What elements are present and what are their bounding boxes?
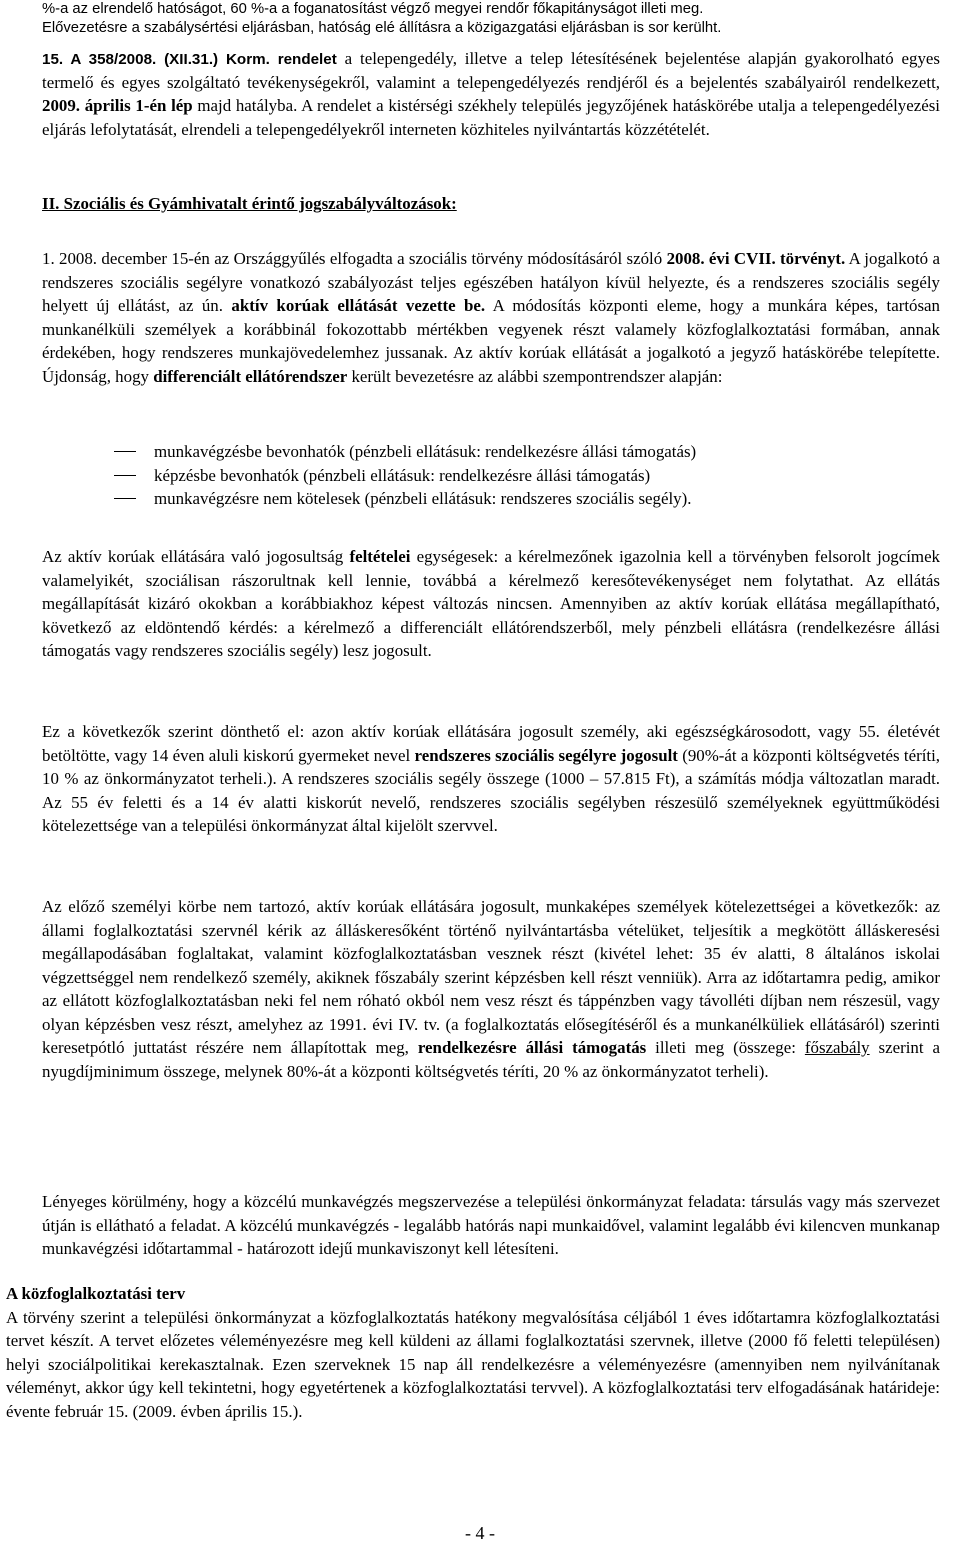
section-2-paragraph-3 [42, 720, 940, 838]
p4-text-c: illeti meg (összege: [646, 1038, 805, 1057]
intro-block [42, 0, 940, 38]
social-aid-entitled: rendszeres szociális segélyre jogosult [414, 745, 678, 765]
item-15-text-2: majd hatályba. A rendelet a kistérségi székhely település jegyzőjének hatáskörébe utalja a telepengedélyezési eljárás lefolytatását, elrendeli a telepengedélyekről interneten közhiteles nyilvántartás közzétételét. [42, 96, 940, 139]
section-2-paragraph-1 [42, 247, 940, 388]
item-15-paragraph [42, 47, 940, 141]
law-reference: 2008. évi CVII. törvényt. [666, 249, 846, 268]
p4-text-a: Az előző személyi körbe nem tartozó, aktív korúak ellátására jogosult, munkaképes személyek kötelezettségei a következők: az állami foglalkoztatási szervnél kérik az álláskeresőként történő nyilvántartásba vételüket, teljesítik a megkötött álláskeresési megállapodásában foglaltakat, valamint közfoglalkoztatásban vesznek részt (kivétel lehet: 35 év alatti, 8 általános iskolai végzettséggel nem rendelkező személy, akiknek főszabály szerint képzésben kell részt venniük). Arra az időtartamra pedig, amikor az ellátott közfoglalkoztatásban neki fel nem róható okból nem vesz részt és táppénzben vagy távolléti díjban nem részesül, vagy olyan képzésben vesz részt, amelyhez az 1991. évi IV. tv. (a foglalkoztatás elősegítéséről és a munkanélküliek ellátásáról) szerinti keresetpótló juttatást részére nem állapítottak meg, [42, 897, 940, 1057]
active-age-benefit: aktív korúak ellátását vezette be. [231, 296, 486, 315]
item-15-text: a telepengedély, illetve a telep létesítésének bejelentése alapján gyakorolható egyes termelő és egyes szolgáltató tevékenységekről, valamint a telepengedélyezés rendjéről és a bejelentés szabályairól rendelkezett, [42, 49, 940, 92]
p4-text-e: szerint a nyugdíjminimum összege, melynek 80%-át a központi költségvetés téríti, 20 % az önkormányzatot terheli). [42, 1038, 940, 1081]
p1-text-c: A jogalkotó a rendszeres szociális segélyre vonatkozó szabályozást teljes egészében hatályon kívül helyezte, és a rendszeres szociális segély helyett új ellátást, az ún. [42, 249, 940, 315]
p2-text-c: egységesek: a kérelmezőnek igazolnia kell a törvényben felsorolt jogcímek valamelyikét, szociálisan rászorultnak kell lennie, továbbá a kérelmező keresőtevékenységet nem folytathat. Az ellátás megállapítását kizáró okokban a korábbiakhoz képest változás nincsen. Amennyiben az aktív korúak ellátása megállapítható, következő az eldöntendő kérdés: a kérelmező a differenciált ellátórendszerből, mely pénzbeli ellátásra (rendelkezésre állási támogatás vagy rendszeres szociális segély) lesz jogosult. [42, 547, 941, 660]
item-15-date: 2009. április 1-én lép [42, 96, 193, 115]
p3-text-a: Ez a következők szerint dönthető el: azon aktív korúak ellátására jogosult személy, aki egészségkárosodott, vagy 55. életévét betöltötte, vagy 14 éven aluli kiskorú gyermeket nevel [42, 722, 940, 765]
page-number: - 4 - [465, 1523, 495, 1543]
plan-heading: A közfoglalkoztatási terv [6, 1284, 186, 1303]
main-rule: főszabály [804, 1038, 870, 1057]
p3-text-c: (90%-át a központi költségvetés téríti, 10 % az önkormányzatot terheli.). A rendszeres szociális segély összege (1000 – 57.815 Ft), a számítás módja változatlan maradt. Az 55 év feletti és a 14 év alatti kiskorút nevelő, rendszeres szociális segélyben részesülő személyeknek együttműködési kötelezettsége van a települési önkormányzat által kijelölt szervvel. [42, 745, 941, 835]
section-2-paragraph-2 [42, 545, 940, 663]
intro-line-2: Elővezetésre a szabálysértési eljárásban, hatóság elé állításra a közigazgatási eljárásban is sor kerülht. [42, 20, 722, 36]
public-employment-plan [6, 1282, 940, 1423]
list-item: munkavégzésre nem kötelesek (pénzbeli ellátásuk: rendszeres szociális segély). [42, 487, 940, 511]
p1-text-g: került bevezetésre az alábbi szempontrendszer alapján: [347, 366, 723, 386]
section-2-heading-block [42, 192, 940, 216]
list-item: képzésbe bevonhatók (pénzbeli ellátásuk: rendelkezésre állási támogatás) [42, 464, 940, 488]
p2-text-a: Az aktív korúak ellátására való jogosultság [42, 547, 350, 566]
section-2-paragraph-5 [42, 1190, 940, 1261]
section-2-heading: II. Szociális és Gyámhivatalt érintő jogszabályváltozások: [42, 194, 457, 213]
list-item: munkavégzésbe bevonhatók (pénzbeli ellátásuk: rendelkezésre állási támogatás) [42, 440, 940, 464]
p1-text-a: 1. 2008. december 15-én az Országgyűlés elfogadta a szociális törvény módosításáról szóló [42, 249, 667, 268]
conditions-term: feltételei [349, 547, 411, 566]
section-2-paragraph-4 [42, 895, 940, 1083]
item-15-lead: 15. A 358/2008. (XII.31.) Korm. rendelet [42, 51, 337, 68]
differentiated-system: differenciált ellátórendszer [153, 366, 348, 386]
criteria-list [42, 440, 940, 511]
availability-support: rendelkezésre állási támogatás [417, 1038, 647, 1057]
plan-text: A törvény szerint a települési önkormányzat a közfoglalkoztatás hatékony megvalósítása céljából 1 éves időtartamra közfoglalkoztatási tervet készít. A tervet előzetes véleményezésre meg kell küldeni az állami foglalkoztatási szervnek, illetve (2000 fő feletti településen) helyi szociálpolitikai kerekasztalnak. Ezen szerveknek 15 nap áll rendelkezésre a véleményezésre (amennyiben nem nyilvánítanak véleményt, akkor úgy kell tekintetni, hogy egyetértenek a közfoglalkoztatási tervvel). A közfoglalkoztatási terv elfogadásának határideje: évente február 15. (2009. évben április 15.). [6, 1307, 940, 1421]
p5-text: Lényeges körülmény, hogy a közcélú munkavégzés megszervezése a települési önkormányzat feladata: társulás vagy más szervezet útján is ellátható a feladat. A közcélú munkavégzés - legalább hatórás napi munkaidővel, valamint legalább évi kilencven munkanap munkavégzési időtartammal - határozott idejű munkaviszonyt kell létesíteni. [42, 1192, 940, 1258]
p1-text-e: A módosítás központi eleme, hogy a munkára képes, tartósan munkanélküli személyek a korábbinál fokozottabb mértékben vegyenek részt valamely közfoglalkoztatási formában, annak érdekében, hogy rendszeres munkajövedelemhez jussanak. Az aktív korúak ellátását a jogalkotó a jegyző hatáskörébe telepítette. Újdonság, hogy [42, 296, 940, 386]
intro-line-1: %-a az elrendelő hatóságot, 60 %-a a foganatosítást végző megyei rendőr főkapitányságot illeti meg. [42, 1, 704, 17]
